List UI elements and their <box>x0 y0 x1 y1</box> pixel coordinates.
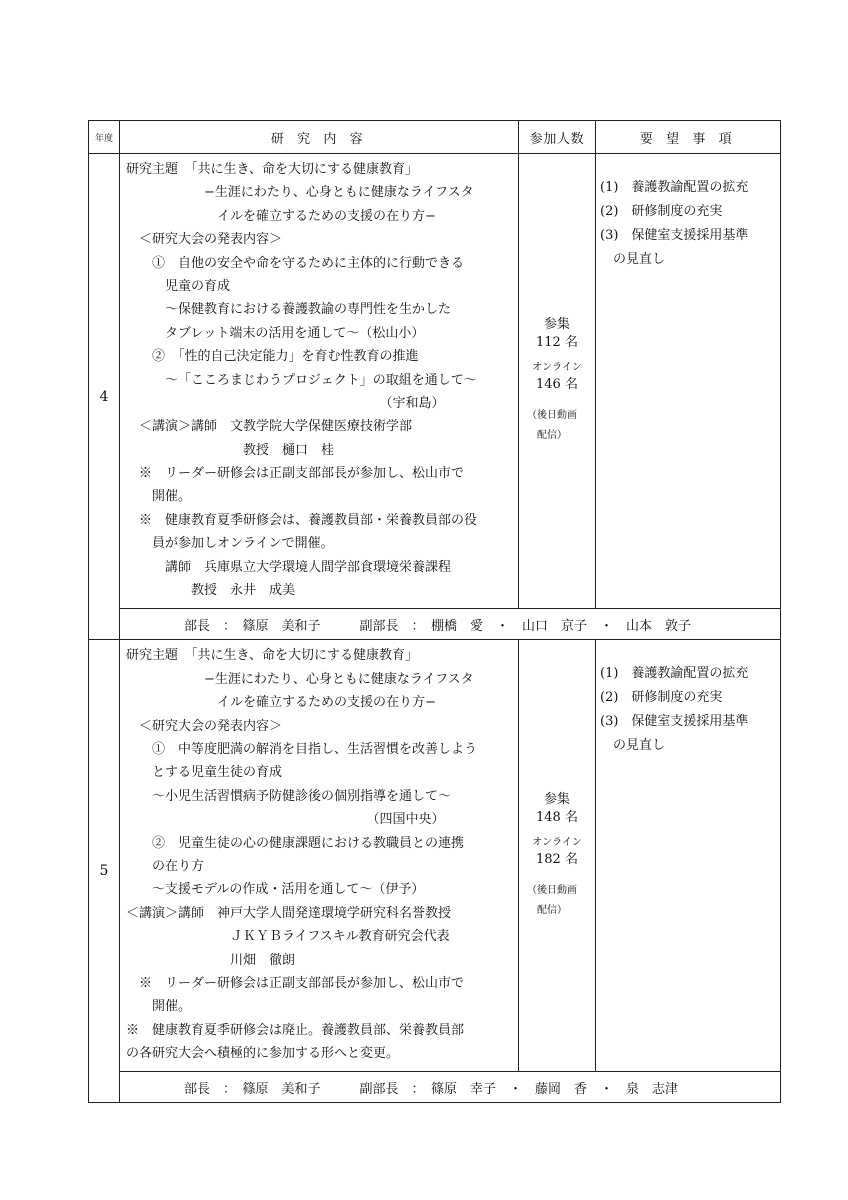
content-line: 児童の育成 <box>126 278 231 294</box>
request-item: (3) 保健室支援採用基準 <box>600 228 749 243</box>
content-line: ※ リーダー研修会は正副支部部長が参加し、松山市で <box>126 466 465 482</box>
note-line: 配信） <box>527 430 567 442</box>
requests-cell <box>596 640 781 1072</box>
content-line: ② 「性的自己決定能力」を育む性教育の推進 <box>126 349 419 365</box>
content-line: ＜研究大会の発表内容＞ <box>126 232 283 248</box>
note-line: （後日動画 <box>527 884 577 896</box>
online-label: オンライン <box>532 362 582 374</box>
attend-label: 参集 <box>543 791 570 807</box>
content-line: −生涯にわたり、心身ともに健康なライフスタ <box>126 671 474 687</box>
officers-row <box>89 609 781 640</box>
content-line: ＜講演＞講師 文教学院大学保健医療技術学部 <box>126 419 413 435</box>
content-line: 研究主題 「共に生き、命を大切にする健康教育」 <box>126 648 418 664</box>
content-line: 〜支援モデルの作成・活用を通して〜（伊予） <box>126 882 425 898</box>
content-line: ＜講演＞講師 神戸大学人間発達環境学研究科名誉教授 <box>126 905 452 921</box>
header-year: 年度 <box>89 121 120 154</box>
year-cell: 4 <box>89 154 120 640</box>
content-line: 川畑 徹朗 <box>126 952 296 968</box>
content-line: ※ 健康教育夏季研修会は廃止。養護教員部、栄養教員部 <box>126 1022 465 1038</box>
row-year-4 <box>89 154 781 609</box>
note-line: （後日動画 <box>527 410 577 422</box>
content-line: 〜「こころまじわうプロジェクト」の取組を通して〜 <box>126 372 477 388</box>
content-line: ① 自他の安全や命を守るために主体的に行動できる <box>126 255 465 271</box>
content-line: ＪＫＹＢライフスキル教育研究会代表 <box>126 929 450 945</box>
content-line: 開催。 <box>126 999 192 1015</box>
header-content: 研 究 内 容 <box>120 121 519 154</box>
content-cell <box>120 154 519 609</box>
request-item: (1) 養護教諭配置の拡充 <box>600 180 749 195</box>
content-line: イルを確立するための支援の在り方− <box>126 695 436 711</box>
request-item: の見直し <box>600 252 666 267</box>
request-item: の見直し <box>600 738 666 754</box>
content-line: とする児童生徒の育成 <box>126 765 283 781</box>
content-line: 講師 兵庫県立大学環境人間学部食環境栄養課程 <box>126 559 452 575</box>
attend-count: 148 名 <box>536 809 578 825</box>
content-line: 〜保健教育における養護教諭の専門性を生かした <box>126 302 452 318</box>
content-line: ※ 健康教育夏季研修会は、養護教員部・栄養教員部の役 <box>126 512 478 528</box>
header-requests: 要 望 事 項 <box>596 121 781 154</box>
requests-cell <box>596 154 781 609</box>
header-participants: 参加人数 <box>519 121 596 154</box>
content-cell <box>120 640 519 1072</box>
content-line: 員が参加しオンラインで開催。 <box>126 536 334 552</box>
content-line: ※ リーダー研修会は正副支部部長が参加し、松山市で <box>126 975 465 991</box>
content-line: イルを確立するための支援の在り方− <box>126 208 436 224</box>
officers-row <box>89 1072 781 1103</box>
content-line: （宇和島） <box>126 395 445 411</box>
note-line: 配信） <box>527 904 567 916</box>
report-table <box>88 120 781 1103</box>
content-line: 教授 樋口 桂 <box>126 442 335 458</box>
year-cell: 5 <box>89 640 120 1103</box>
request-item: (2) 研修制度の充実 <box>600 204 723 219</box>
content-line: ② 児童生徒の心の健康課題における教職員との連携 <box>126 835 465 851</box>
content-line: の各研究大会へ積極的に参加する形へと変更。 <box>126 1046 400 1062</box>
content-line: の在り方 <box>126 858 205 874</box>
content-line: 開催。 <box>126 489 192 505</box>
content-line: ＜研究大会の発表内容＞ <box>126 718 283 734</box>
content-line: −生涯にわたり、心身ともに健康なライフスタ <box>126 185 474 201</box>
row-year-5 <box>89 640 781 1072</box>
content-line: 〜小児生活習慣病予防健診後の個別指導を通して〜 <box>126 788 452 804</box>
online-count: 146 名 <box>536 377 578 393</box>
request-item: (3) 保健室支援採用基準 <box>600 714 749 730</box>
participants-cell <box>519 640 596 1072</box>
online-count: 182 名 <box>536 851 578 867</box>
content-line: タブレット端末の活用を通して〜（松山小） <box>126 325 425 341</box>
officers-text: 部長 ： 篠原 美和子 副部長 ： 篠原 幸子 ・ 藤岡 香 ・ 泉 志津 <box>120 1072 781 1103</box>
content-line: 教授 永井 成美 <box>126 583 296 599</box>
content-line: （四国中央） <box>126 812 445 828</box>
content-line: 研究主題 「共に生き、命を大切にする健康教育」 <box>126 162 418 177</box>
attend-count: 112 名 <box>536 335 578 351</box>
request-item: (1) 養護教諭配置の拡充 <box>600 666 749 682</box>
header-row <box>89 121 781 154</box>
online-label: オンライン <box>532 836 582 848</box>
participants-cell <box>519 154 596 609</box>
request-item: (2) 研修制度の充実 <box>600 690 723 706</box>
attend-label: 参集 <box>543 317 570 333</box>
officers-text: 部長 ： 篠原 美和子 副部長 ： 棚橋 愛 ・ 山口 京子 ・ 山本 敦子 <box>120 609 781 640</box>
content-line: ① 中等度肥満の解消を目指し、生活習慣を改善しよう <box>126 741 478 757</box>
